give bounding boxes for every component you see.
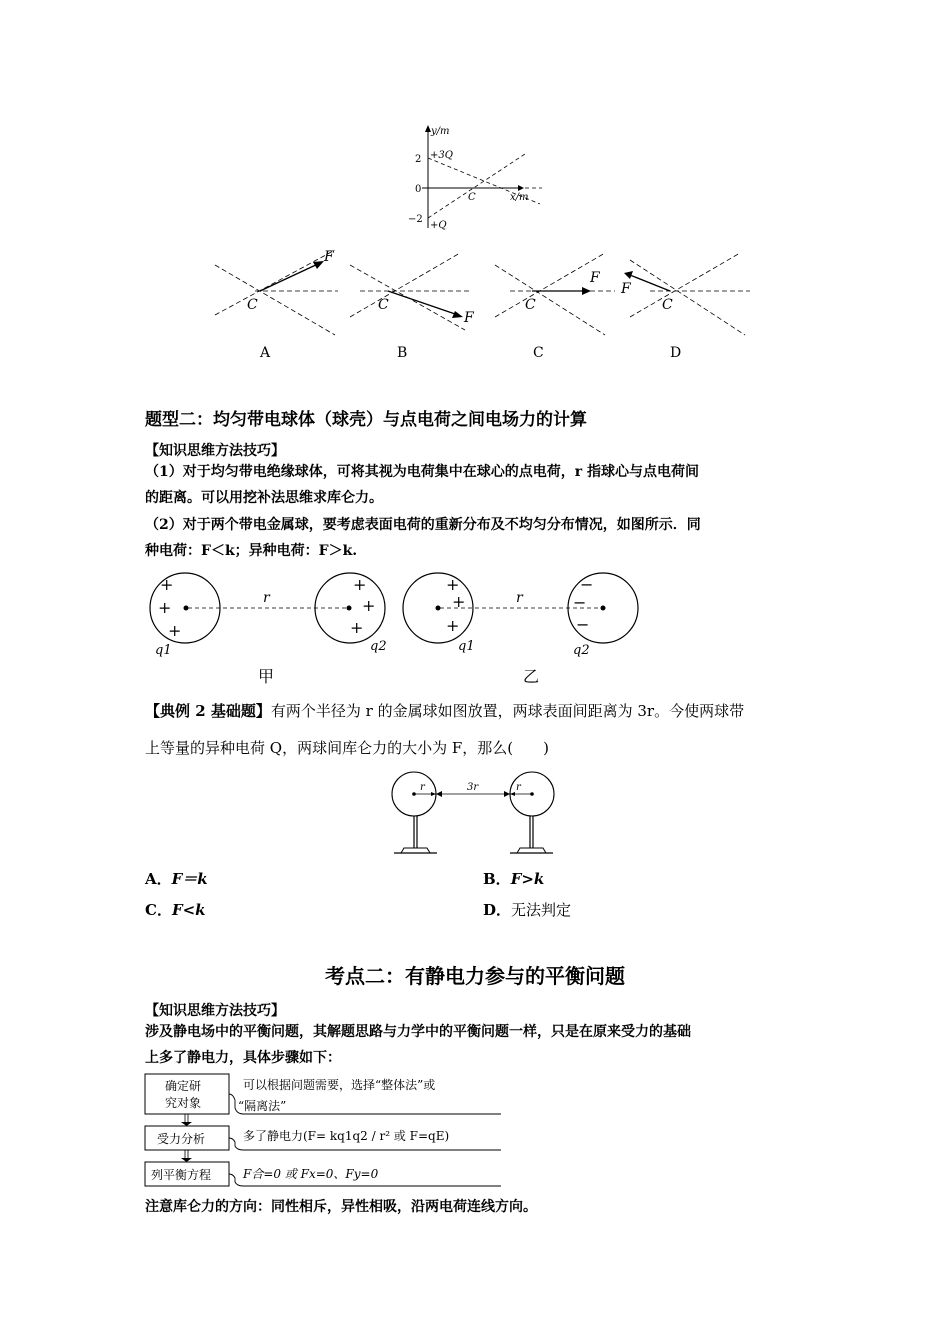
radius-label-right: r (516, 782, 521, 793)
point-label-b: C (378, 297, 389, 313)
paragraph-2-line2: 种电荷：F＜k；异种电荷：F＞k. (145, 543, 358, 559)
charge-position-diagram (400, 120, 550, 235)
q1-label: q1 (155, 643, 172, 658)
paragraph-1 (145, 459, 815, 511)
example-text-2: 上等量的异种电荷 Q，两球间库仑力的大小为 F，那么( ) (145, 739, 549, 757)
option-letter: B． (483, 870, 511, 888)
plus-sign: + (158, 598, 172, 617)
tick-neg2: −2 (408, 214, 423, 225)
option-label-d: D (670, 345, 682, 361)
plus-sign: + (160, 575, 174, 594)
gap-label: 3r (467, 782, 479, 793)
plus-sign: + (362, 596, 376, 615)
radius-label-left: r (420, 782, 425, 793)
plus-sign: + (168, 621, 182, 640)
paragraph-2-line1: （2）对于两个带电金属球，要考虑表面电荷的重新分布及不均匀分布情况，如图所示．同 (145, 517, 701, 533)
minus-sign: − (576, 615, 590, 634)
plus-sign: + (446, 575, 460, 594)
force-label-b: F (464, 310, 474, 326)
answer-option-d[interactable] (483, 897, 571, 923)
plus-sign: + (452, 592, 466, 611)
option-label-c: C (533, 345, 544, 361)
answer-option-a[interactable] (145, 866, 208, 892)
point-c-label: C (468, 192, 476, 203)
option-c-diagram (495, 253, 615, 361)
plus-sign: + (353, 575, 367, 594)
paragraph-1-line2: 的距离。可以用挖补法思维求库仑力。 (145, 490, 383, 506)
point-label-a: C (247, 297, 258, 313)
option-letter: D． (483, 901, 512, 919)
force-arrow-b (388, 291, 458, 315)
step1-note-line2: “隔离法” (238, 1099, 287, 1113)
section-title-type2: 题型二：均匀带电球体（球壳）与点电荷之间电场力的计算 (145, 410, 587, 430)
plus-sign: + (446, 616, 460, 635)
answer-option-c[interactable] (145, 897, 206, 923)
force-arrow-d (630, 275, 670, 291)
step3-label: 列平衡方程 (151, 1168, 212, 1182)
example-2 (145, 698, 815, 724)
coulomb-direction-note: 注意库仑力的方向：同性相斥，异性相吸，沿两电荷连线方向。 (145, 1199, 537, 1215)
q1-label: q1 (458, 639, 475, 654)
paragraph-2 (145, 512, 815, 564)
option-text: F>k (510, 870, 545, 888)
option-text: F＝k (171, 870, 208, 888)
step2-note: 多了静电力(F= kq1q2 / r² 或 F=qE) (243, 1129, 450, 1143)
tips-header: 【知识思维方法技巧】 (145, 443, 285, 459)
paragraph-1-line1: （1）对于均匀带电绝缘球体，可将其视为电荷集中在球心的点电荷，r 指球心与点电荷间 (145, 464, 699, 480)
option-b-diagram (350, 253, 475, 361)
option-text: 无法判定 (511, 901, 572, 919)
point-label-d: C (662, 297, 673, 313)
plus-sign: + (350, 618, 364, 637)
tick-0: 0 (415, 184, 422, 195)
step3-note: F合=0 或 Fx=0、Fy=0 (243, 1167, 379, 1181)
spheres-on-stands-diagram (390, 770, 565, 858)
metal-spheres-diagram (140, 568, 650, 693)
intro-paragraph (145, 1019, 815, 1071)
charge-top-label: +3Q (430, 150, 453, 161)
step1-line1: 确定研 (165, 1079, 202, 1093)
example-label: 【典例 2 基础题】 (145, 702, 271, 720)
balance-steps-flowchart (143, 1072, 505, 1190)
step1-note-line1: 可以根据问题需要，选择“整体法”或 (243, 1078, 436, 1092)
q2-label: q2 (573, 643, 590, 658)
option-label-b: B (397, 345, 408, 361)
option-a-diagram (215, 249, 338, 361)
option-letter: C． (145, 901, 172, 919)
charge-bottom-label: +Q (430, 220, 447, 231)
step2-label: 受力分析 (157, 1132, 206, 1146)
force-label-c: F (590, 270, 600, 286)
force-label-a: F (324, 249, 334, 265)
intro-line1: 涉及静电场中的平衡问题，其解题思路与力学中的平衡问题一样，只是在原来受力的基础 (145, 1024, 691, 1040)
force-options-diagram (210, 245, 750, 365)
section-title-kaodian2: 考点二：有静电力参与的平衡问题 (325, 964, 625, 988)
force-label-d: F (621, 281, 631, 297)
option-d-diagram (620, 253, 750, 361)
option-label-a: A (260, 345, 271, 361)
option-letter: A． (145, 870, 172, 888)
caption-jia: 甲 (258, 667, 275, 686)
minus-sign: − (573, 593, 587, 612)
tips-header-2: 【知识思维方法技巧】 (145, 1003, 285, 1019)
distance-label-r: r (516, 590, 523, 606)
force-arrow-a (260, 263, 320, 291)
option-text: F<k (171, 901, 206, 919)
minus-sign: − (580, 575, 594, 594)
x-axis-label: x/m (510, 192, 529, 203)
y-axis-label: y/m (431, 126, 450, 137)
tick-2: 2 (415, 154, 422, 165)
point-label-c: C (525, 297, 536, 313)
caption-yi: 乙 (523, 667, 540, 686)
step1-line2: 究对象 (165, 1096, 202, 1110)
example-text-1: 有两个半径为 r 的金属球如图放置，两球表面间距离为 3r。今使两球带 (270, 702, 745, 720)
q2-label: q2 (370, 639, 387, 654)
answer-option-b[interactable] (483, 866, 544, 892)
distance-label-r: r (263, 590, 270, 606)
intro-line2: 上多了静电力，具体步骤如下： (145, 1050, 341, 1066)
